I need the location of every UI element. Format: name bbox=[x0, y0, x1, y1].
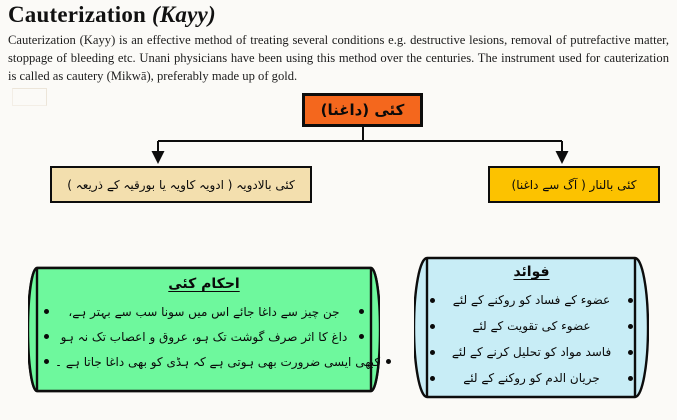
right-node-label: کئی بالنار ( آگ سے داغنا) bbox=[511, 177, 637, 192]
intro-paragraph: Cauterization (Kayy) is an effective method of treating several conditions e.g. destructive lesions, removal of putrefactive matter, stoppage of bleeding etc. Unani physicians have been using this method over the centuries. The instrument used for cauterization is called as cautery (Mikwā), preferably made up of gold. bbox=[8, 33, 669, 84]
left-node-label: کئی بالادویہ ( ادویہ کاویہ یا بورقیہ کے ذریعہ ) bbox=[67, 177, 295, 192]
benefits-content bbox=[430, 264, 633, 391]
arrowhead-left-icon bbox=[152, 151, 165, 164]
list-item-text: داغ کا اثر صرف گوشت تک ہو، عروق و اعصاب تک نہ ہو bbox=[60, 329, 348, 344]
bullet-icon bbox=[430, 376, 435, 381]
list-item bbox=[44, 324, 364, 349]
list-item-text: فاسد مواد کو تحلیل کرنے کے لئے bbox=[451, 345, 612, 359]
rules-cylinder bbox=[28, 266, 380, 393]
list-item bbox=[44, 299, 364, 324]
rules-title: احکام کئی bbox=[168, 276, 240, 292]
arrowhead-right-icon bbox=[556, 151, 569, 164]
flowchart-left-node bbox=[50, 166, 312, 203]
list-item-text: عضوء کے فساد کو روکنے کے لئے bbox=[452, 293, 611, 307]
flowchart-right-node bbox=[488, 166, 660, 203]
bullet-icon bbox=[44, 334, 49, 339]
bullet-icon bbox=[430, 324, 435, 329]
bullet-icon bbox=[359, 334, 364, 339]
scan-artifact-box bbox=[12, 88, 47, 106]
benefits-cylinder bbox=[414, 256, 649, 399]
bullet-icon bbox=[430, 298, 435, 303]
root-node-label: کئی (داغنا) bbox=[320, 101, 405, 119]
bullet-icon bbox=[359, 309, 364, 314]
page-title bbox=[8, 2, 216, 28]
benefits-title: فوائد bbox=[513, 264, 550, 280]
page-title-main: Cauterization bbox=[8, 2, 147, 27]
list-item bbox=[44, 349, 381, 374]
rules-content bbox=[44, 276, 381, 374]
bullet-icon bbox=[628, 324, 633, 329]
list-item-text: جریان الدم کو روکنے کے لئے bbox=[463, 371, 600, 385]
page-title-kayy: (Kayy) bbox=[152, 2, 216, 27]
list-item bbox=[430, 313, 633, 339]
list-item bbox=[430, 365, 633, 391]
bullet-icon bbox=[628, 298, 633, 303]
list-item bbox=[430, 339, 633, 365]
list-item-text: جن چیز سے داغا جائے اس میں سونا سب سے بہتر ہے، bbox=[68, 304, 340, 319]
bullet-icon bbox=[628, 350, 633, 355]
bullet-icon bbox=[386, 359, 391, 364]
bullet-icon bbox=[44, 309, 49, 314]
bullet-icon bbox=[628, 376, 633, 381]
bullet-icon bbox=[44, 359, 49, 364]
list-item-text: کبھی ایسی ضرورت بھی ہوتی ہے کہ ہڈی کو بھی داغا جاتا ہے ۔ bbox=[55, 354, 381, 369]
list-item bbox=[430, 287, 633, 313]
list-item-text: عضوء کی تقویت کے لئے bbox=[472, 319, 591, 333]
flowchart-root-node bbox=[302, 93, 423, 127]
connector-lines bbox=[152, 127, 569, 164]
bullet-icon bbox=[430, 350, 435, 355]
